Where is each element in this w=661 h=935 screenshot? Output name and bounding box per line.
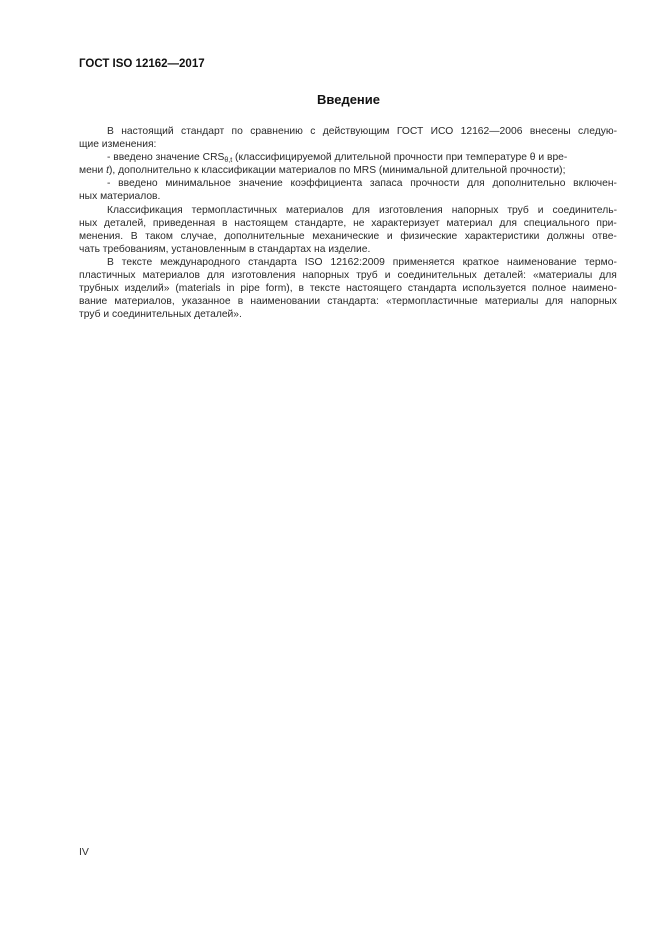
line-text [79, 217, 617, 230]
word: ГОСТ [396, 126, 424, 137]
text-line [79, 138, 617, 151]
word: материалов, [114, 296, 175, 308]
line-text: труб и соединительных деталей». [79, 309, 242, 321]
word: деталей: [483, 270, 526, 282]
word: и [384, 270, 391, 282]
word: прочности [410, 178, 460, 190]
word: в [237, 296, 244, 308]
word: для [207, 270, 225, 282]
word: настоящий [121, 126, 174, 137]
line-text-part: мени [79, 165, 107, 177]
word: изделий» [124, 283, 170, 295]
word: form), [265, 283, 293, 295]
word: материал [446, 217, 493, 229]
word: наимено- [572, 283, 617, 295]
word: стандарт [181, 126, 225, 137]
word: минимальное [165, 178, 231, 190]
word: указанное [181, 296, 231, 308]
text-line [79, 269, 617, 282]
word: термопластичных [191, 204, 278, 216]
word: для [499, 217, 517, 229]
text-line [79, 164, 617, 177]
word: дополнительные [224, 230, 305, 242]
word: напорных [570, 296, 617, 308]
text-line [79, 243, 617, 256]
word: следую- [578, 126, 617, 137]
word: характеристики [464, 230, 540, 242]
line-text [79, 269, 617, 282]
text-line [79, 230, 617, 243]
word: В [107, 256, 114, 268]
subscript: θ,t [224, 157, 233, 165]
word: и [537, 204, 544, 216]
word: по [231, 126, 243, 137]
word: в [298, 283, 304, 295]
line-text-part: - введено значение CRS [107, 152, 225, 164]
text-line [79, 295, 617, 308]
word: для [467, 178, 485, 190]
word: pipe [240, 283, 260, 295]
word: применяется [392, 256, 455, 268]
line-text [79, 230, 617, 243]
word: вание [79, 296, 108, 308]
word: стандарта [248, 256, 297, 268]
word: (materials [175, 283, 221, 295]
word: напорных [451, 204, 499, 216]
word: В [130, 230, 138, 242]
word: таком [145, 230, 173, 242]
word: изготовления [231, 270, 296, 282]
word: 12162—2006 [460, 126, 523, 137]
word: физические [400, 230, 458, 242]
word: краткое [462, 256, 500, 268]
word: В [107, 126, 114, 137]
word: труб [356, 270, 378, 282]
text-line [79, 125, 617, 138]
line-text [107, 177, 617, 190]
word: 12162:2009 [330, 256, 385, 268]
word: запаса [369, 178, 403, 190]
word: ISO [304, 256, 323, 268]
word: отве- [592, 230, 617, 242]
line-text [79, 282, 617, 295]
word: напорных [302, 270, 350, 282]
word: «материалы [532, 270, 593, 282]
word: материалов [286, 204, 344, 216]
line-text [107, 204, 617, 217]
line-text: чать требованиям, установленным в стандартах на изделие. [79, 243, 371, 255]
word: настоящего [346, 283, 402, 295]
word: для [545, 296, 564, 308]
line-text: щие изменения: [79, 139, 157, 151]
word: деталей, [104, 217, 147, 229]
word: трубных [79, 283, 119, 295]
word: с [310, 126, 316, 137]
word: Классификация [107, 204, 183, 216]
word: механические [312, 230, 380, 242]
italic-var: t [106, 165, 109, 177]
document-body [79, 125, 617, 321]
word: при- [596, 217, 617, 229]
text-line [79, 308, 617, 321]
word: приведенная [152, 217, 216, 229]
word: используется [462, 283, 527, 295]
word: международного [160, 256, 241, 268]
line-text [79, 295, 617, 308]
word: для [599, 270, 617, 282]
line-text [107, 256, 617, 269]
text-line [79, 177, 617, 190]
section-title: Введение [317, 92, 380, 107]
word: в [222, 217, 228, 229]
word: настоящем [234, 217, 288, 229]
line-text-part: ), дополнительно к классификации материалов по MRS (минимальной длительной прочности); [108, 165, 566, 177]
word: изготовления [378, 204, 443, 216]
word: стандарта [407, 283, 457, 295]
word: для [352, 204, 370, 216]
word: и [386, 230, 393, 242]
line-text-part: (классифицируемой длительной прочности при температуре θ и вре- [232, 152, 568, 164]
word: труб [507, 204, 529, 216]
word: тексте [121, 256, 153, 268]
word: тексте [309, 283, 341, 295]
word: стандарте, [294, 217, 347, 229]
word: характеризует [371, 217, 440, 229]
word: значение [238, 178, 283, 190]
word: коэффициента [290, 178, 363, 190]
text-line [79, 282, 617, 295]
word: полное [532, 283, 567, 295]
word: сравнению [250, 126, 303, 137]
word: наименование [507, 256, 577, 268]
word: - [107, 178, 111, 190]
word: материалов [142, 270, 200, 282]
word: включен- [573, 178, 617, 190]
page-number: IV [79, 846, 89, 858]
word: специального [523, 217, 590, 229]
word: ных [79, 217, 98, 229]
text-line [79, 256, 617, 269]
line-text [107, 125, 617, 138]
line-text [79, 164, 565, 177]
word: введено [118, 178, 158, 190]
word: внесены [529, 126, 571, 137]
word: не [353, 217, 365, 229]
word: пластичных [79, 270, 136, 282]
text-line [79, 151, 617, 164]
word: менения. [79, 230, 124, 242]
text-line [79, 204, 617, 217]
word: ИСО [430, 126, 454, 137]
word: действующим [322, 126, 390, 137]
word: наименовании [250, 296, 321, 308]
word: соединительных [397, 270, 477, 282]
word: дополнительно [492, 178, 566, 190]
word: случае, [180, 230, 217, 242]
line-text [107, 151, 567, 164]
word: материалы [484, 296, 539, 308]
word: «термопластичные [385, 296, 478, 308]
word: термо- [584, 256, 617, 268]
text-line [79, 217, 617, 230]
document-header: ГОСТ ISO 12162—2017 [79, 58, 205, 70]
word: in [226, 283, 235, 295]
word: стандарта: [327, 296, 379, 308]
word: должны [547, 230, 585, 242]
word: соединитель- [552, 204, 617, 216]
line-text: ных материалов. [79, 191, 161, 203]
text-line [79, 190, 617, 203]
